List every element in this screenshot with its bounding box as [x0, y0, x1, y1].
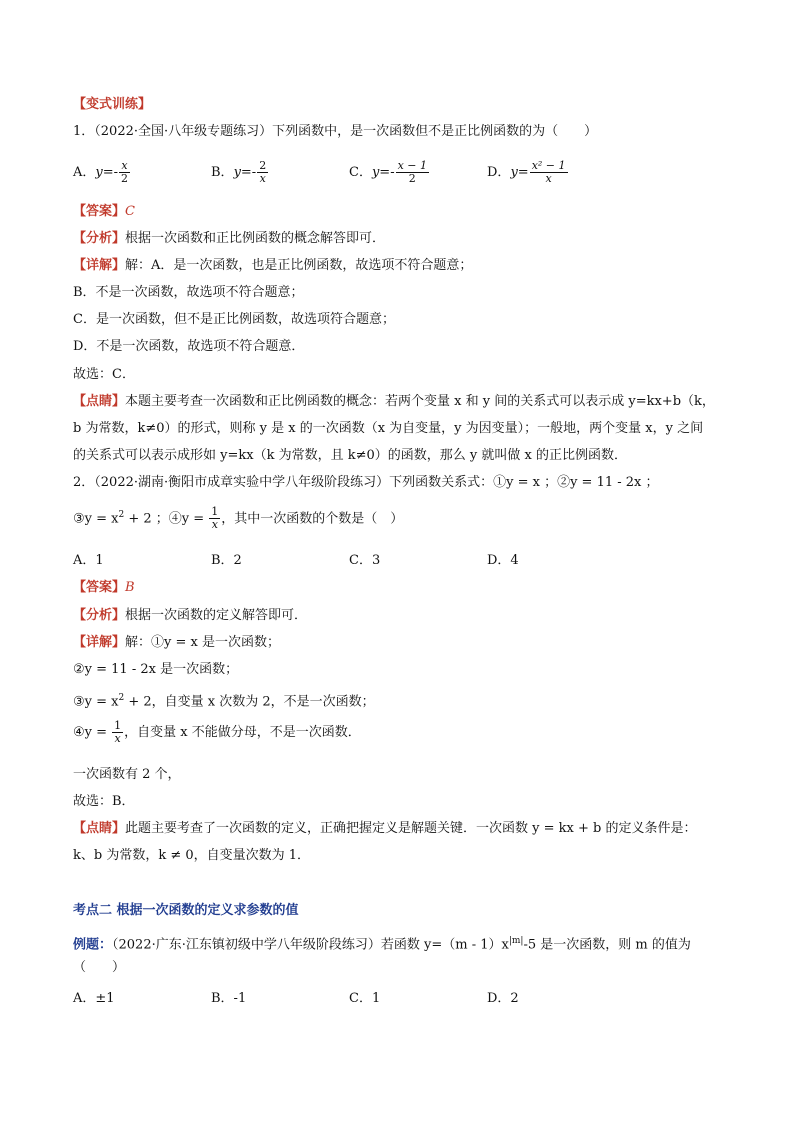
answer-value: C [125, 204, 135, 219]
q2-option-a[interactable]: A．1 [73, 553, 104, 568]
example-option-c[interactable]: C．1 [349, 991, 381, 1006]
answer-value: B [125, 580, 135, 595]
q2-option-d[interactable]: D．4 [487, 553, 519, 568]
option-text: y=- [95, 165, 119, 180]
q2-detail-4 [73, 720, 724, 750]
q2-detail-3 [73, 689, 724, 711]
option-label: B． [211, 165, 234, 180]
q1-comment [73, 393, 724, 411]
q2-stem: 2．（2022·湖南·衡阳市成章实验中学八年级阶段练习）下列函数关系式：①y = x ；②y = 11 - 2x ； [73, 475, 659, 490]
denominator: x [114, 732, 121, 745]
q1-option-b[interactable] [211, 160, 269, 185]
denominator: 2 [121, 172, 129, 185]
q1-detail-c: C．是一次函数，但不是正比例函数，故选项符合题意； [73, 312, 395, 327]
example-stem [73, 932, 724, 954]
analysis-text: 根据一次函数和正比例函数的概念解答即可． [125, 231, 386, 246]
option-label: C． [349, 165, 372, 180]
exponent: |m| [508, 936, 524, 946]
fraction [257, 160, 268, 185]
q2-choice: 故选：B． [73, 794, 135, 809]
numerator: x [119, 160, 130, 173]
section-header: 【变式训练】 [73, 97, 152, 112]
denominator: 2 [408, 172, 416, 185]
analysis-text: 根据一次函数的定义解答即可． [125, 608, 308, 623]
comment-text: 此题主要考查了一次函数的定义，正确把握定义是解题关键．一次函数 y = kx + b 的定义条件是： [125, 821, 697, 836]
expr: + 2，自变量 x 次数为 2，不是一次函数； [124, 694, 375, 710]
detail-text: 解：①y = x 是一次函数； [125, 635, 280, 650]
numerator: 1 [114, 719, 122, 732]
denominator: x [545, 172, 552, 185]
q1-option-a[interactable] [73, 160, 131, 185]
example-text: -5 是一次函数，则 m 的值为 [523, 937, 691, 953]
q2-answer [73, 579, 724, 597]
detail-tag: 【详解】 [73, 258, 126, 273]
q2-comment-2: k、b 为常数，k ≠ 0，自变量次数为 1． [73, 848, 311, 863]
q1-detail-d: D．不是一次函数，故选项不符合题意． [73, 339, 305, 354]
expr: ③y = x [73, 511, 119, 527]
denominator: x [259, 172, 266, 185]
fraction [530, 160, 568, 185]
fraction [396, 160, 429, 185]
denominator: x [211, 518, 218, 532]
section-title-point2: 考点二 根据一次函数的定义求参数的值 [73, 903, 299, 918]
comment-text: 本题主要考查一次函数和正比例函数的概念：若两个变量 x 和 y 间的关系式可以表示成 y=kx+b（k， [125, 394, 715, 409]
fraction [119, 160, 130, 185]
expr: ④y = [73, 725, 112, 740]
analysis-tag: 【分析】 [73, 608, 126, 623]
q1-option-c[interactable] [349, 160, 430, 185]
numerator: 1 [211, 505, 219, 519]
q2-analysis [73, 607, 724, 625]
expr: ，其中一次函数的个数是（ ） [221, 511, 404, 527]
q2-comment [73, 820, 724, 838]
q2-count: 一次函数有 2 个， [73, 767, 181, 782]
q1-options [73, 152, 724, 188]
exponent: 2 [118, 693, 125, 703]
example-paren: （ ） [73, 960, 126, 975]
expr: ③y = x [73, 694, 119, 710]
example-option-a[interactable]: A．±1 [73, 991, 115, 1006]
q1-analysis [73, 230, 724, 248]
comment-tag: 【点睛】 [73, 394, 126, 409]
option-label: D． [487, 165, 511, 180]
option-text: y=- [233, 165, 257, 180]
q1-choice: 故选：C． [73, 367, 135, 382]
q1-detail-b: B．不是一次函数，故选项不符合题意； [73, 285, 304, 300]
q2-option-c[interactable]: C．3 [349, 553, 381, 568]
option-text: y=- [371, 165, 395, 180]
expr: ，自变量 x 不能做分母，不是一次函数． [124, 725, 361, 740]
q1-comment-2: b 为常数，k≠0）的形式，则称 y 是 x 的一次函数（x 为自变量，y 为因变量）；一般地，两个变量 x，y 之间 [73, 421, 704, 436]
numerator: x² − 1 [531, 159, 566, 172]
example-text: （2022·广东·江东镇初级中学八年级阶段练习）若函数 y=（m - 1）x [112, 937, 509, 953]
q1-comment-3: 的关系式可以表示成形如 y=kx（k 为常数，且 k≠0）的函数，那么 y 就叫做 x 的正比例函数． [73, 448, 627, 463]
q1-detail [73, 257, 724, 275]
numerator: x − 1 [397, 159, 428, 172]
answer-tag: 【答案】 [73, 580, 126, 595]
detail-text: 解：A．是一次函数，也是正比例函数，故选项不符合题意； [125, 258, 473, 273]
fraction [112, 720, 123, 745]
q1-stem: 1．（2022·全国·八年级专题练习）下列函数中，是一次函数但不是正比例函数的为（ ） [73, 124, 598, 139]
option-text: y= [510, 165, 529, 180]
q1-option-d[interactable] [487, 160, 569, 185]
exponent: 2 [118, 510, 125, 520]
q2-stem-2 [73, 506, 724, 536]
option-label: A． [73, 165, 96, 180]
q2-detail-2: ②y = 11 - 2x 是一次函数； [73, 662, 239, 677]
example-option-b[interactable]: B．-1 [211, 991, 247, 1006]
q2-detail [73, 634, 724, 652]
numerator: 2 [259, 159, 267, 172]
q2-option-b[interactable]: B．2 [211, 553, 242, 568]
example-option-d[interactable]: D．2 [487, 991, 519, 1006]
example-label: 例题： [73, 937, 113, 953]
fraction [209, 506, 220, 531]
answer-tag: 【答案】 [73, 204, 126, 219]
detail-tag: 【详解】 [73, 635, 126, 650]
analysis-tag: 【分析】 [73, 231, 126, 246]
q1-answer [73, 203, 724, 221]
expr: + 2 ；④y = [124, 511, 209, 527]
comment-tag: 【点睛】 [73, 821, 126, 836]
